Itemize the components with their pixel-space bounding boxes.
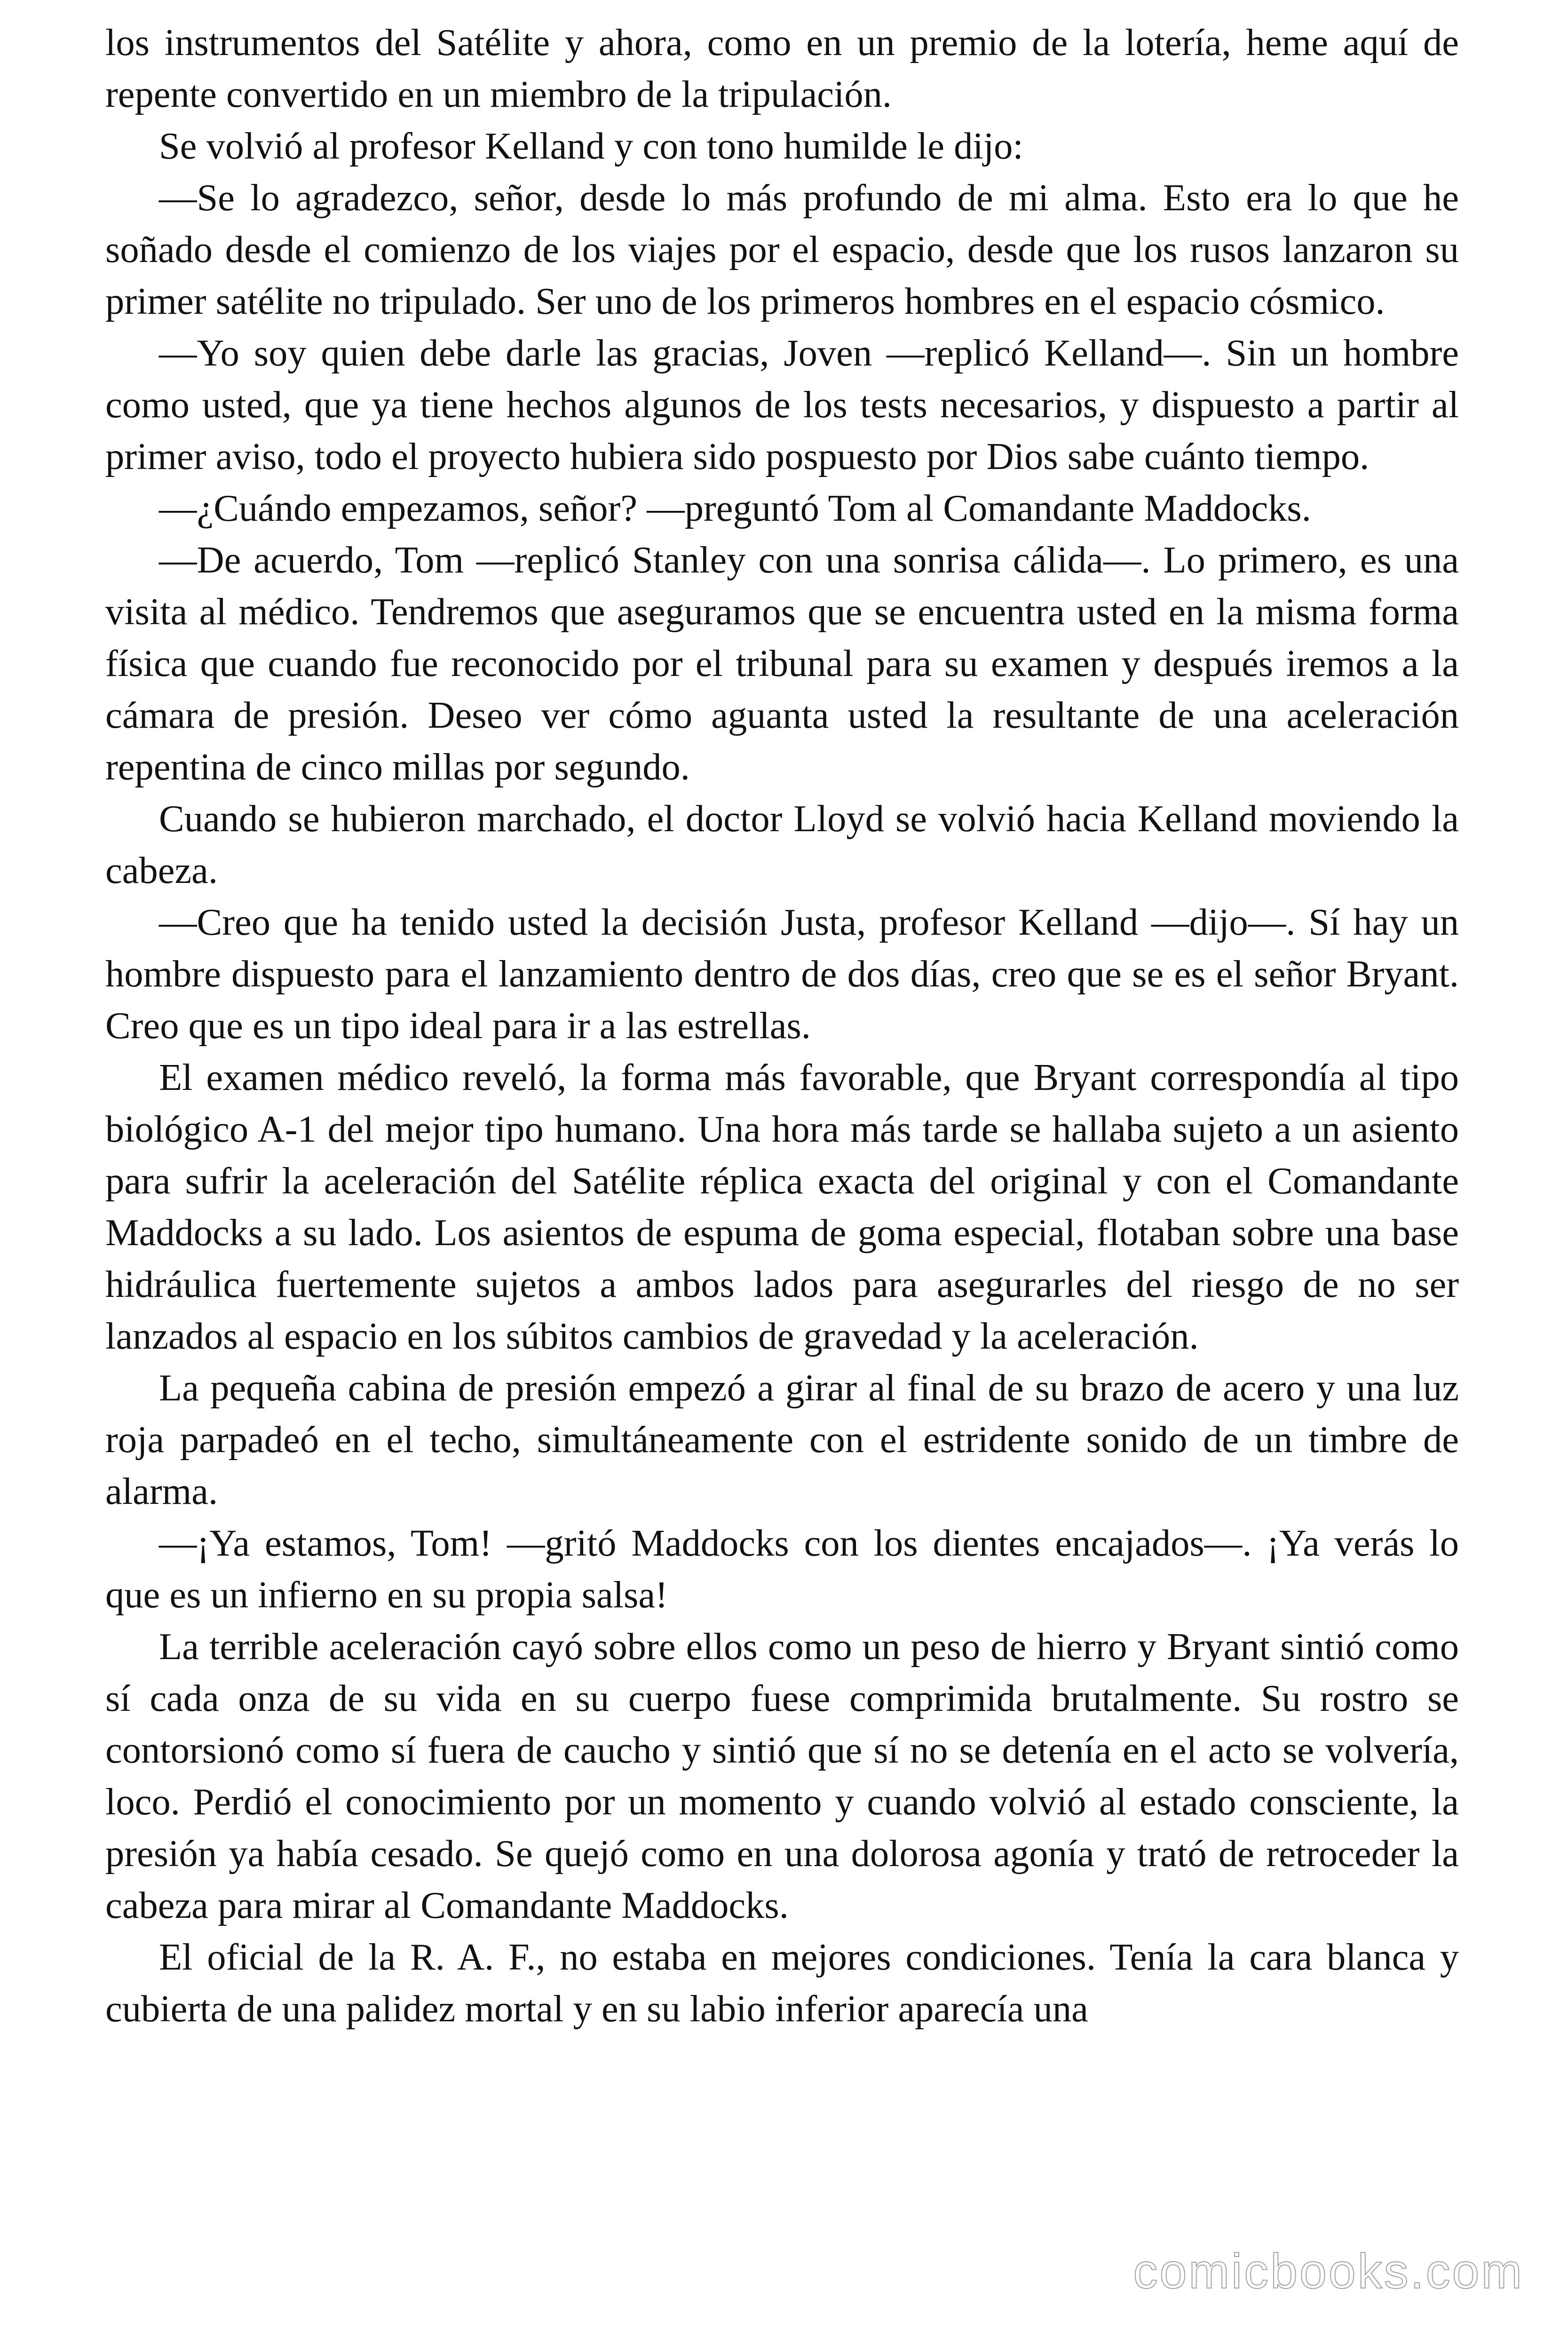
paragraph: —De acuerdo, Tom —replicó Stanley con una sonrisa cálida—. Lo primero, es una visita al médico. Tendremos que aseguramos que se encuentra usted en la misma forma física que cuando fue reconocido por el tribunal para su examen y después iremos a la cámara de presión. Deseo ver cómo aguanta usted la resultante de una aceleración repentina de cinco millas por segundo. [105,539,1459,788]
paragraph-continuation: los instrumentos del Satélite y ahora, como en un premio de la lotería, heme aquí de repente convertido en un miembro de la tripulación. [105,22,1459,115]
paragraph: La pequeña cabina de presión empezó a girar al final de su brazo de acero y una luz roja parpadeó en el techo, simultáneamente con el estridente sonido de un timbre de alarma. [105,1367,1459,1512]
paragraph: El examen médico reveló, la forma más favorable, que Bryant correspondía al tipo biológico A-1 del mejor tipo humano. Una hora más tarde se hallaba sujeto a un asiento para sufrir la aceleración del Satélite réplica exacta del original y con el Comandante Maddocks a su lado. Los asientos de espuma de goma especial, flotaban sobre una base hidráulica fuertemente sujetos a ambos lados para asegurarles del riesgo de no ser lanzados al espacio en los súbitos cambios de gravedad y la aceleración. [105,1057,1459,1357]
paragraph: —Creo que ha tenido usted la decisión Justa, profesor Kelland —dijo—. Sí hay un hombre dispuesto para el lanzamiento dentro de dos días, creo que se es el señor Bryant. Creo que es un tipo ideal para ir a las estrellas. [105,901,1459,1047]
paragraph-continued: El oficial de la R. A. F., no estaba en mejores condiciones. Tenía la cara blanca y cubierta de una palidez mortal y en su labio inferior aparecía una [105,1936,1459,2030]
paragraph: Se volvió al profesor Kelland y con tono humilde le dijo: [159,125,1023,167]
site-watermark: comicbooks.com [1133,2244,1524,2299]
paragraph: —Yo soy quien debe darle las gracias, Joven —replicó Kelland—. Sin un hombre como usted, que ya tiene hechos algunos de los tests necesarios, y dispuesto a partir al primer aviso, todo el proyecto hubiera sido pospuesto por Dios sabe cuánto tiempo. [105,332,1459,477]
paragraph: Cuando se hubieron marchado, el doctor Lloyd se volvió hacia Kelland moviendo la cabeza. [105,798,1459,891]
paragraph: —¡Ya estamos, Tom! —gritó Maddocks con los dientes encajados—. ¡Ya verás lo que es un infierno en su propia salsa! [105,1522,1459,1616]
paragraph: —Se lo agradezco, señor, desde lo más profundo de mi alma. Esto era lo que he soñado desde el comienzo de los viajes por el espacio, desde que los rusos lanzaron su primer satélite no tripulado. Ser uno de los primeros hombres en el espacio cósmico. [105,177,1459,322]
paragraph: —¿Cuándo empezamos, señor? —preguntó Tom al Comandante Maddocks. [159,487,1311,529]
paragraph: La terrible aceleración cayó sobre ellos como un peso de hierro y Bryant sintió como sí cada onza de su vida en su cuerpo fuese comprimida brutalmente. Su rostro se contorsionó como sí fuera de caucho y sintió que sí no se detenía en el acto se volvería, loco. Perdió el conocimiento por un momento y cuando volvió al estado consciente, la presión ya había cesado. Se quejó como en una dolorosa agonía y trató de retroceder la cabeza para mirar al Comandante Maddocks. [105,1626,1459,1926]
book-page-text [105,17,1459,2035]
